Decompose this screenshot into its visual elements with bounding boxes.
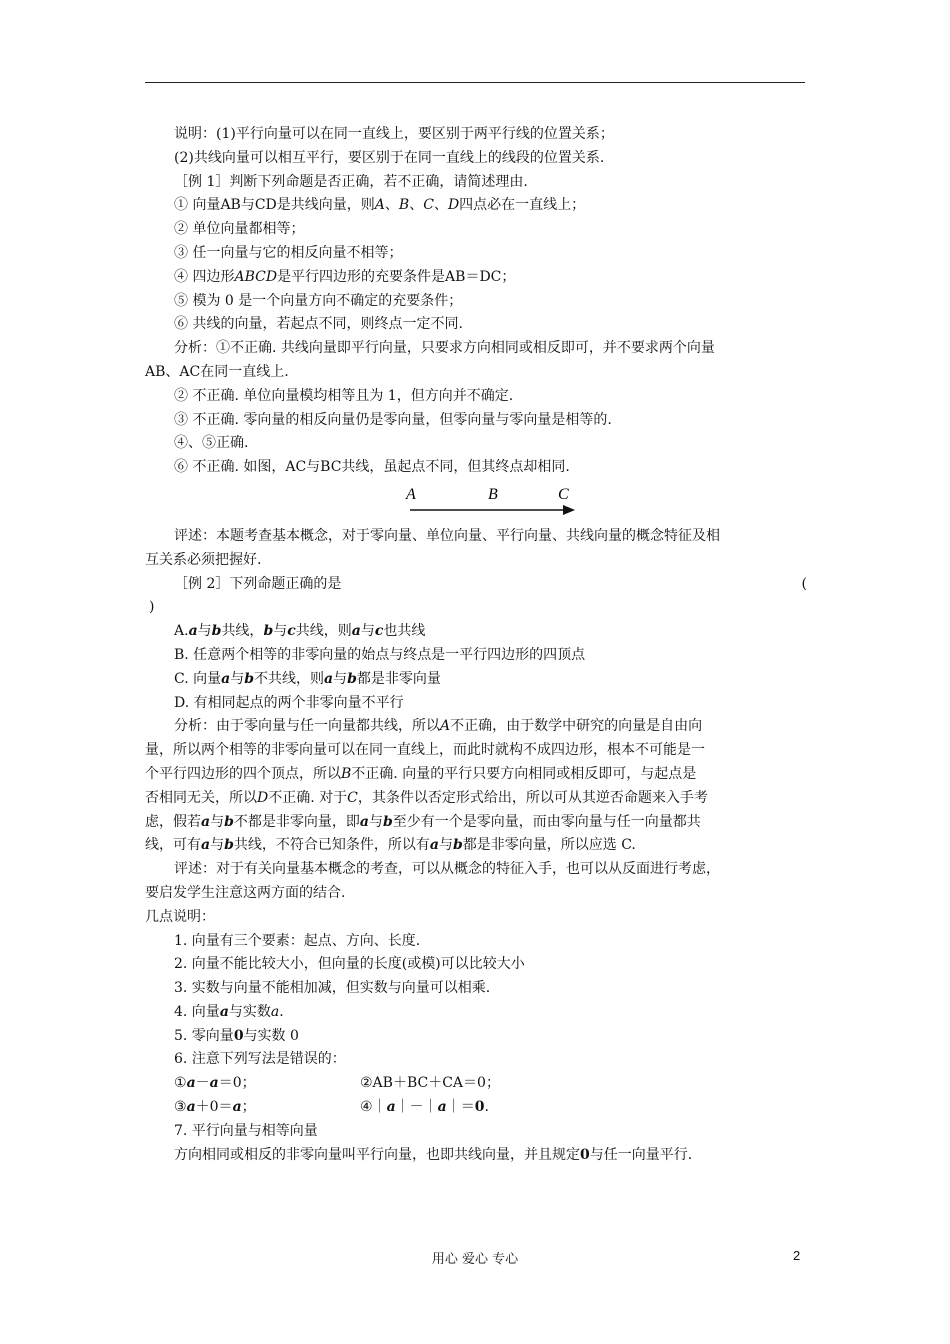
example-1-analysis-2: ② 不正确. 单位向量模均相等且为 1，但方向并不确定. — [174, 387, 514, 404]
point-6: 6. 注意下列写法是错误的： — [174, 1051, 346, 1068]
footer-motto: 用心 爱心 专心 — [431, 1252, 519, 1267]
example-1-item-1: ① 向量AB与CD是共线向量，则A、B、C、D四点必在一直线上； — [174, 197, 586, 214]
error-example-4: ④｜a｜－｜a｜＝0. — [360, 1099, 489, 1116]
example-1-item-6: ⑥ 共线的向量，若起点不同，则终点一定不同. — [174, 316, 463, 333]
example-1-analysis-6: ⑥ 不正确. 如图，AC与BC共线，虽起点不同，但其终点却相同. — [174, 459, 570, 476]
note-line-1: 说明：(1)平行向量可以在同一直线上，要区别于两平行线的位置关系； — [174, 126, 614, 142]
collinear-vector-diagram — [403, 482, 583, 522]
point-3: 3. 实数与向量不能相加减，但实数与向量可以相乘. — [174, 980, 491, 997]
example-1-item-4: ④ 四边形ABCD是平行四边形的充要条件是AB＝DC； — [174, 268, 516, 285]
example-2-comment-1: 评述：对于有关向量基本概念的考查，可以从概念的特征入手，也可以从反面进行考虑， — [174, 861, 720, 878]
example-1-analysis-1: 分析：①不正确. 共线向量即平行向量，只要求方向相同或相反即可，并不要求两个向量 — [174, 340, 715, 357]
header-rule — [145, 82, 805, 83]
point-2: 2. 向量不能比较大小，但向量的长度(或模)可以比较大小 — [174, 956, 525, 973]
point-8: 方向相同或相反的非零向量叫平行向量，也即共线向量，并且规定0与任一向量平行. — [174, 1146, 693, 1163]
error-examples-row-2 — [145, 1096, 807, 1120]
option-c: C. 向量a与b不共线，则a与b都是非零向量 — [174, 670, 441, 687]
example-1-analysis-1-cont: AB、AC在同一直线上. — [145, 363, 289, 380]
example-1-item-3: ③ 任一向量与它的相反向量不相等； — [174, 244, 403, 261]
example-1-analysis-3: ③ 不正确. 零向量的相反向量仍是零向量，但零向量与零向量是相等的. — [174, 411, 612, 428]
example-1-item-2: ② 单位向量都相等； — [174, 221, 305, 238]
option-a: A.a与b共线，b与c共线，则a与c也共线 — [174, 623, 426, 640]
example-1-comment-1: 评述：本题考查基本概念，对于零向量、单位向量、平行向量、共线向量的概念特征及相 — [174, 527, 720, 544]
answer-paren-close: ) — [149, 599, 155, 616]
example-2-analysis-2: 量，所以两个相等的非零向量可以在同一直线上，而此时就构不成四边形，根本不可能是一 — [145, 742, 705, 759]
example-2-analysis-5: 虑，假若a与b不都是非零向量，即a与b至少有一个是零向量，而由零向量与任一向量都共 — [145, 813, 701, 830]
example-2-title: ［例 2］下列命题正确的是 — [174, 575, 342, 592]
point-1: 1. 向量有三个要素：起点、方向、长度. — [174, 932, 421, 949]
error-example-2: ②AB＋BC＋CA＝0； — [360, 1075, 500, 1092]
example-2-analysis-4: 否相同无关，所以D不正确. 对于C，其条件以否定形式给出，所以可从其逆否命题来入手考 — [145, 789, 708, 806]
example-2-analysis-3: 个平行四边形的四个顶点，所以B不正确. 向量的平行只要方向相同或相反即可，与起点是 — [145, 765, 697, 782]
example-2-analysis-6: 线，可有a与b共线，不符合已知条件，所以有a与b都是非零向量，所以应选 C. — [145, 837, 636, 854]
error-examples-row-1 — [145, 1072, 807, 1096]
example-2-analysis-1: 分析：由于零向量与任一向量都共线，所以A不正确，由于数学中研究的向量是自由向 — [174, 718, 703, 735]
note-line-2: (2)共线向量可以相互平行，要区别于在同一直线上的线段的位置关系. — [174, 149, 605, 166]
example-1-analysis-45: ④、⑤正确. — [174, 435, 249, 452]
option-b: B. 任意两个相等的非零向量的始点与终点是一平行四边形的四顶点 — [174, 646, 586, 663]
point-7: 7. 平行向量与相等向量 — [174, 1122, 318, 1139]
page-body — [145, 123, 807, 1167]
option-d: D. 有相同起点的两个非零向量不平行 — [174, 694, 404, 711]
error-example-3: ③a＋0＝a； — [174, 1099, 256, 1116]
page-number: 2 — [793, 1248, 801, 1263]
points-title: 几点说明： — [145, 908, 215, 925]
point-label-c: C — [558, 485, 569, 503]
point-label-a: A — [406, 485, 416, 503]
point-label-b: B — [488, 485, 498, 503]
point-4: 4. 向量a与实数a. — [174, 1003, 284, 1020]
error-example-1: ①a－a＝0； — [174, 1075, 256, 1092]
collinear-vector-figure — [145, 482, 807, 522]
arrowhead-icon — [563, 505, 575, 515]
example-1-title: ［例 1］判断下列命题是否正确，若不正确，请简述理由. — [174, 173, 528, 190]
example-1-comment-2: 互关系必须把握好. — [145, 551, 262, 568]
example-2-comment-2: 要启发学生注意这两方面的结合. — [145, 884, 346, 901]
point-5: 5. 零向量0与实数 0 — [174, 1027, 299, 1044]
example-2-title-row — [145, 573, 807, 597]
answer-paren-open: ( — [801, 575, 807, 592]
example-1-item-5: ⑤ 模为 0 是一个向量方向不确定的充要条件； — [174, 292, 463, 309]
